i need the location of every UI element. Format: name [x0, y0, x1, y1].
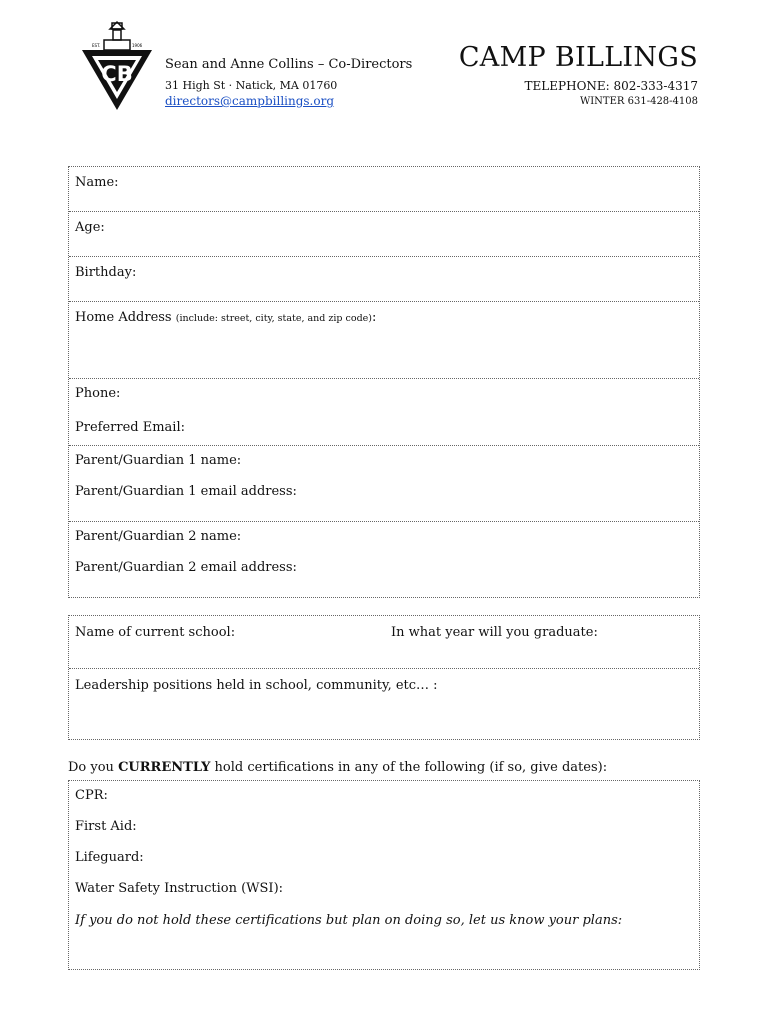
winter-phone: WINTER 631-428-4108 — [579, 96, 698, 107]
graduate-year-label: In what year will you graduate: — [391, 625, 598, 640]
age-row[interactable] — [69, 211, 699, 256]
home-address-note: (include: street, city, state, and zip code) — [175, 313, 372, 324]
parent2-name-label: Parent/Guardian 2 name: — [75, 529, 242, 544]
directors-email-link[interactable]: directors@campbillings.org — [165, 94, 335, 108]
age-label: Age: — [75, 220, 105, 235]
logo-year: 1906 — [132, 43, 143, 48]
home-address-colon: : — [371, 310, 377, 325]
directors-line: Sean and Anne Collins – Co-Directors — [165, 57, 413, 72]
cpr-label: CPR: — [75, 788, 108, 803]
intro-post: hold certifications in any of the following (if so, give dates): — [210, 760, 608, 775]
logo-letters: CB — [101, 62, 133, 86]
parent1-email-label: Parent/Guardian 1 email address: — [75, 484, 297, 499]
telephone: TELEPHONE: 802-333-4317 — [524, 79, 698, 93]
wsi-label: Water Safety Instruction (WSI): — [75, 881, 284, 896]
personal-info-box — [68, 166, 700, 598]
intro-bold: CURRENTLY — [118, 760, 211, 775]
school-row[interactable] — [69, 616, 699, 668]
parent1-row[interactable] — [69, 445, 699, 521]
parent2-row[interactable] — [69, 521, 699, 597]
preferred-email-label: Preferred Email: — [75, 420, 185, 435]
name-row[interactable] — [69, 167, 699, 211]
current-school-label: Name of current school: — [75, 625, 236, 640]
birthday-label: Birthday: — [75, 265, 137, 280]
home-address-row[interactable] — [69, 301, 699, 378]
home-address-text: Home Address — [75, 310, 172, 325]
phone-label: Phone: — [75, 386, 121, 401]
camp-address: 31 High St · Natick, MA 01760 — [165, 79, 338, 92]
lifeguard-label: Lifeguard: — [75, 850, 144, 865]
home-address-label — [75, 310, 376, 325]
letterhead — [0, 0, 768, 130]
school-info-box — [68, 615, 700, 740]
first-aid-label: First Aid: — [75, 819, 137, 834]
leadership-label: Leadership positions held in school, community, etc… : — [75, 678, 438, 693]
parent1-name-label: Parent/Guardian 1 name: — [75, 453, 242, 468]
leadership-row[interactable] — [69, 668, 699, 739]
name-label: Name: — [75, 175, 119, 190]
camp-logo — [80, 20, 154, 112]
plans-prompt: If you do not hold these certifications but plan on doing so, let us know your plans: — [75, 913, 623, 928]
intro-pre: Do you — [68, 760, 119, 775]
certifications-box[interactable] — [68, 780, 700, 970]
contact-row[interactable] — [69, 378, 699, 445]
certifications-question — [68, 760, 607, 775]
birthday-row[interactable] — [69, 256, 699, 301]
logo-est: EST. — [92, 43, 101, 48]
parent2-email-label: Parent/Guardian 2 email address: — [75, 560, 297, 575]
camp-name: CAMP BILLINGS — [458, 42, 698, 73]
